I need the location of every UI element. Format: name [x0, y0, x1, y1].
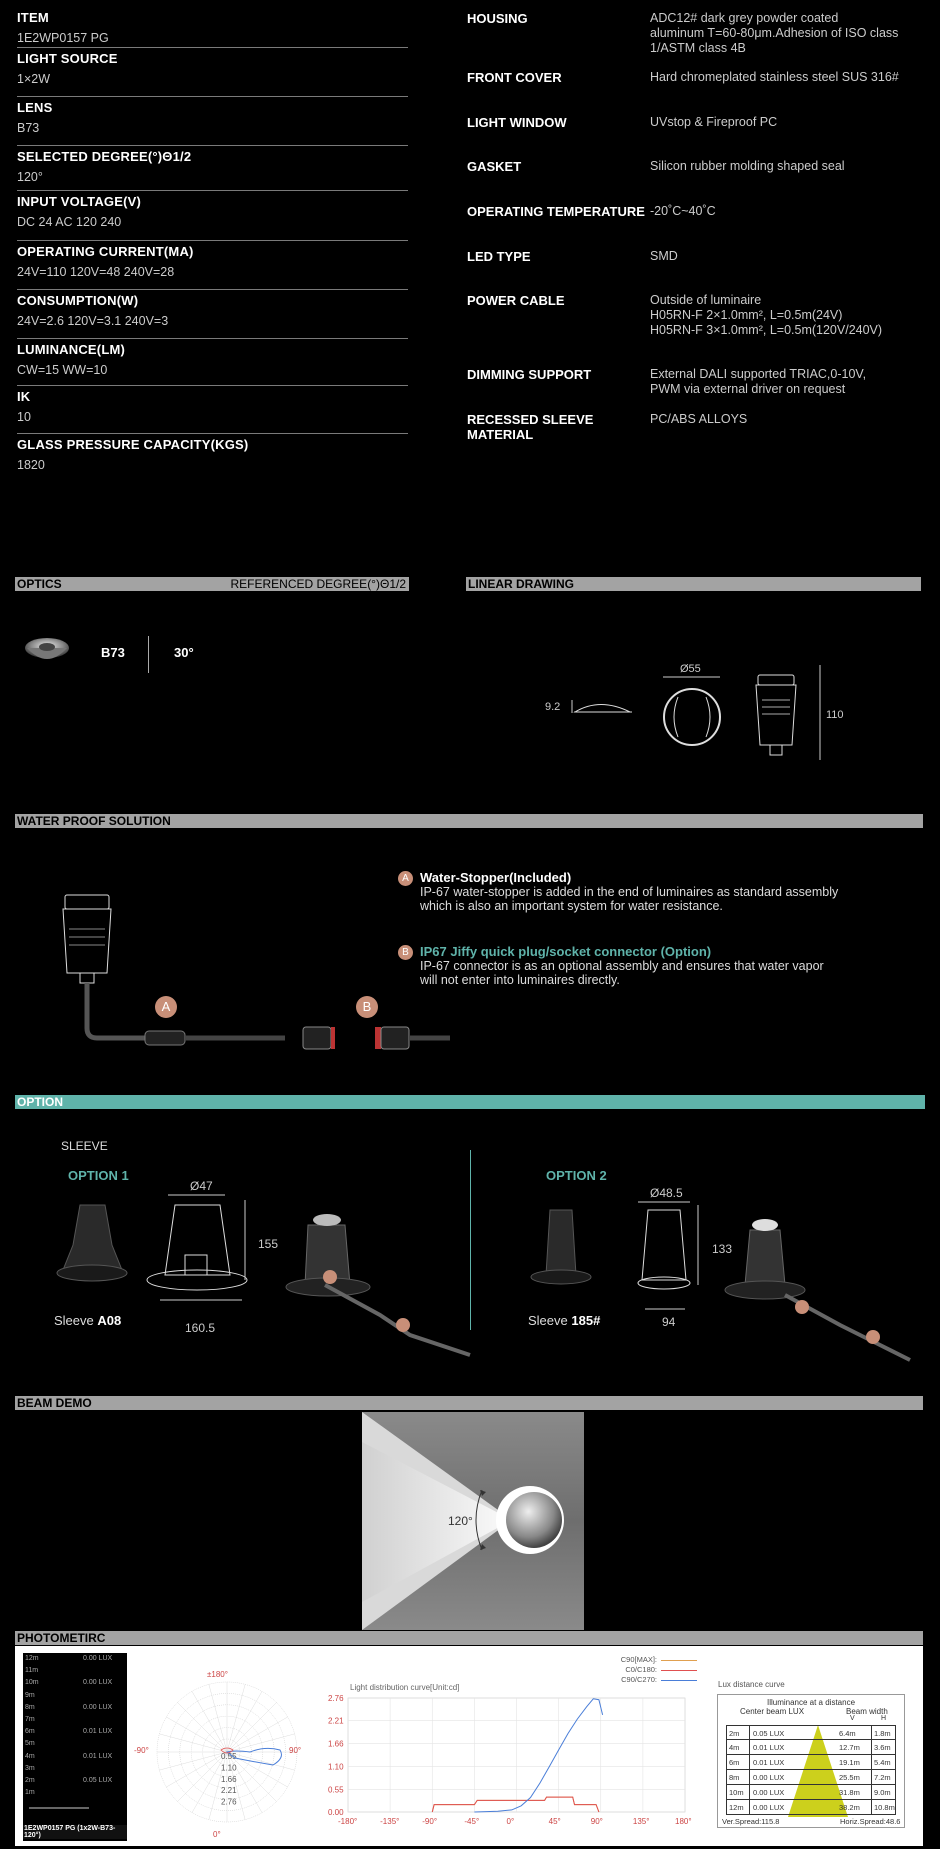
illum-v-width: 6.4m — [839, 1729, 856, 1738]
spec-label: ITEM — [17, 10, 49, 25]
spec-value: 24V=110 120V=48 240V=28 — [17, 265, 175, 279]
spec-label: SELECTED DEGREE(°)Θ1/2 — [17, 149, 192, 164]
lux-row — [23, 1765, 127, 1777]
y-tick-label: 2.76 — [328, 1694, 344, 1703]
illum-lux: 0.05 LUX — [753, 1729, 785, 1738]
spec-value: DC 24 AC 120 240 — [17, 215, 122, 229]
lux-distance: 1m — [25, 1789, 35, 1797]
illum-v-width: 38.2m — [839, 1803, 860, 1812]
waterproof-header: WATER PROOF SOLUTION — [15, 814, 923, 828]
spec-label: DIMMING SUPPORT — [467, 367, 592, 382]
spec-item — [17, 51, 408, 97]
spec-label: LIGHT WINDOW — [467, 115, 567, 130]
spec-line: Hard chromeplated stainless steel SUS 316# — [650, 70, 899, 84]
spec-line: UVstop & Fireproof PC — [650, 115, 778, 129]
illum-v: V — [850, 1715, 855, 1722]
legend-item — [597, 1655, 697, 1665]
svg-text:160.5: 160.5 — [185, 1321, 216, 1335]
ver-spread: Ver.Spread:115.8 — [722, 1817, 780, 1826]
lux-caption: 1E2WP0157 PG (1x2W-B73-120°) — [23, 1825, 127, 1839]
lux-row — [23, 1704, 127, 1716]
illum-h-width: 1.8m — [874, 1729, 891, 1738]
svg-text:90°: 90° — [289, 1746, 302, 1755]
lux-row — [23, 1716, 127, 1728]
lux-distance: 3m — [25, 1764, 35, 1772]
spec-line: H05RN-F 2×1.0mm², L=0.5m(24V) — [650, 308, 843, 322]
legend-swatch — [661, 1670, 697, 1671]
lux-distance: 4m — [25, 1752, 35, 1760]
illuminance-row — [726, 1755, 896, 1770]
lux-distance: 2m — [25, 1777, 35, 1784]
svg-text:-90°: -90° — [134, 1746, 149, 1755]
polar-ring-label: 1.66 — [221, 1774, 237, 1784]
spec-value: CW=15 WW=10 — [17, 363, 108, 377]
illum-h-width: 7.2m — [874, 1773, 891, 1782]
water-stopper-text-1: IP-67 water-stopper is added in the end of luminaires as standard assembly — [420, 885, 839, 899]
illum-distance: 2m — [729, 1729, 740, 1738]
lux-value: 0.00 LUX — [83, 1703, 113, 1711]
marker-a: A — [155, 996, 177, 1018]
spec-line: External DALI supported TRIAC,0-10V, — [650, 367, 867, 381]
lux-value: 0.01 LUX — [83, 1752, 113, 1760]
waterproof-illustration — [55, 893, 465, 1058]
illum-v-width: 31.8m — [839, 1788, 860, 1797]
svg-text:120°: 120° — [448, 1514, 473, 1528]
x-tick-label: 0° — [506, 1817, 515, 1826]
spec-item — [17, 100, 408, 146]
option-2-title: OPTION 2 — [546, 1168, 607, 1183]
spec-item — [17, 389, 408, 434]
series-line-2 — [474, 1699, 602, 1812]
lux-distance: 12m — [25, 1655, 39, 1662]
y-tick-label: 0.55 — [328, 1785, 344, 1795]
linear-drawing — [530, 655, 860, 775]
legend-swatch — [661, 1680, 697, 1681]
polar-spoke — [227, 1691, 262, 1752]
illuminance-row — [726, 1725, 896, 1740]
spec-label: LENS — [17, 100, 53, 115]
option-header: OPTION — [15, 1095, 925, 1109]
polar-ring-label: 2.76 — [221, 1797, 237, 1807]
spec-line: SMD — [650, 249, 678, 263]
lux-distance: 8m — [25, 1703, 35, 1711]
spec-row — [467, 204, 927, 219]
spec-line: PWM via external driver on request — [650, 382, 846, 396]
illuminance-table — [717, 1694, 905, 1828]
connector-title: IP67 Jiffy quick plug/socket connector (Option) — [420, 944, 712, 959]
spec-line: Outside of luminaire — [650, 293, 762, 307]
spec-label: LED TYPE — [467, 249, 531, 264]
illum-h-width: 3.6m — [874, 1743, 891, 1752]
illum-distance: 8m — [729, 1773, 740, 1782]
lux-distance-diagram — [23, 1653, 127, 1841]
spec-row — [467, 11, 927, 56]
illuminance-row — [726, 1800, 896, 1815]
connector-text-1: IP-67 connector is as an optional assembly and ensures that water vapor — [420, 959, 824, 973]
svg-text:110: 110 — [826, 709, 844, 721]
illum-v-width: 12.7m — [839, 1743, 860, 1752]
lens-name: B73 — [101, 645, 125, 660]
spec-row — [467, 412, 927, 442]
photometric-header: PHOTOMETIRC — [15, 1631, 923, 1645]
spec-item — [17, 244, 408, 290]
svg-text:155: 155 — [258, 1237, 279, 1251]
option-2-illustration — [520, 1175, 920, 1375]
lux-value: 0.00 LUX — [83, 1679, 113, 1687]
illum-distance: 10m — [729, 1788, 744, 1797]
legend-label: C0/C180: — [625, 1665, 657, 1674]
spec-row — [467, 249, 927, 264]
spec-line: H05RN-F 3×1.0mm², L=0.5m(120V/240V) — [650, 323, 883, 337]
x-tick-label: -45° — [464, 1817, 480, 1826]
legend-label: C90[MAX]: — [620, 1655, 657, 1664]
light-distribution-chart — [328, 1690, 710, 1840]
spec-row — [467, 367, 927, 397]
polar-spoke — [166, 1752, 227, 1787]
lux-row — [23, 1740, 127, 1752]
x-tick-label: 90° — [590, 1817, 603, 1826]
water-stopper-title: Water-Stopper(Included) — [420, 870, 572, 885]
sleeve-label: SLEEVE — [61, 1139, 108, 1153]
spec-row — [467, 159, 927, 174]
spec-value: B73 — [17, 121, 40, 135]
polar-spoke — [227, 1752, 295, 1770]
illuminance-row — [726, 1785, 896, 1800]
legend-item — [597, 1675, 697, 1685]
lux-distance-title: Lux distance curve — [718, 1680, 785, 1689]
svg-text:Ø48.5: Ø48.5 — [650, 1186, 683, 1200]
linear-drawing-header: LINEAR DRAWING — [466, 577, 921, 591]
spec-item — [17, 10, 408, 48]
illuminance-row — [726, 1740, 896, 1755]
lux-value: 0.05 LUX — [83, 1777, 113, 1784]
spec-row — [467, 293, 927, 338]
x-tick-label: 180° — [675, 1817, 692, 1826]
svg-text:Ø47: Ø47 — [190, 1179, 213, 1193]
spec-value: 120° — [17, 170, 43, 184]
spec-label: OPERATING CURRENT(MA) — [17, 244, 194, 259]
lux-row — [23, 1679, 127, 1691]
legend-item — [597, 1665, 697, 1675]
polar-spoke — [159, 1734, 227, 1752]
marker-b-small: B — [398, 945, 413, 960]
spec-label: CONSUMPTION(W) — [17, 293, 139, 308]
spec-label: RECESSED SLEEVE MATERIAL — [467, 412, 594, 442]
polar-spoke — [227, 1717, 288, 1752]
illum-v-width: 19.1m — [839, 1758, 860, 1767]
spec-line: -20˚C~40˚C — [650, 204, 716, 218]
spec-line: 1/ASTM class 4B — [650, 41, 746, 55]
x-tick-label: 45° — [548, 1817, 561, 1826]
lux-distance: 7m — [25, 1716, 35, 1723]
spec-label: GLASS PRESSURE CAPACITY(KGS) — [17, 437, 249, 452]
x-tick-label: -180° — [338, 1817, 358, 1826]
lux-row — [23, 1728, 127, 1740]
spec-line: aluminum T=60-80μm.Adhesion of ISO class — [650, 26, 899, 40]
spec-item — [17, 194, 408, 241]
lux-distance: 5m — [25, 1740, 35, 1748]
illum-distance: 12m — [729, 1803, 744, 1812]
lux-row — [23, 1667, 127, 1679]
legend-swatch — [661, 1660, 697, 1661]
illum-distance: 6m — [729, 1758, 740, 1767]
polar-spoke — [159, 1752, 227, 1770]
illum-title: Illuminance at a distance — [766, 1698, 856, 1707]
spec-label: FRONT COVER — [467, 70, 562, 85]
illum-lux: 0.01 LUX — [753, 1758, 785, 1767]
spec-label: GASKET — [467, 159, 522, 174]
spec-row — [467, 115, 927, 130]
spec-label: POWER CABLE — [467, 293, 565, 308]
option-divider — [470, 1150, 471, 1330]
lux-row — [23, 1655, 127, 1667]
illuminance-row — [726, 1770, 896, 1785]
spec-item — [17, 437, 408, 473]
optic-degree: 30° — [174, 645, 194, 660]
svg-text:±180°: ±180° — [207, 1670, 228, 1679]
spec-label: INPUT VOLTAGE(V) — [17, 194, 142, 209]
x-tick-label: -135° — [380, 1817, 400, 1826]
optics-header: OPTICS REFERENCED DEGREE(°)Θ1/2 — [15, 577, 409, 591]
polar-spoke — [192, 1691, 227, 1752]
y-tick-label: 0.00 — [328, 1808, 344, 1817]
connector-text-2: will not enter into luminaires directly. — [420, 973, 620, 987]
spec-label: HOUSING — [467, 11, 528, 26]
beam-demo-header: BEAM DEMO — [15, 1396, 923, 1410]
illum-lux: 0.00 LUX — [753, 1803, 785, 1812]
svg-text:Ø55: Ø55 — [680, 663, 701, 675]
spec-line: ADC12# dark grey powder coated — [650, 11, 839, 25]
lux-value: 0.00 LUX — [83, 1655, 113, 1662]
polar-ring-label: 2.21 — [221, 1786, 237, 1796]
illum-lux: 0.01 LUX — [753, 1743, 785, 1752]
lux-distance: 11m — [25, 1667, 39, 1675]
lux-row — [23, 1789, 127, 1801]
polar-spoke — [178, 1703, 227, 1752]
illum-h-width: 5.4m — [874, 1758, 891, 1767]
y-tick-label: 2.21 — [328, 1716, 344, 1726]
illum-v-width: 25.5m — [839, 1773, 860, 1782]
illum-col2: Beam width — [846, 1707, 888, 1716]
lux-row — [23, 1692, 127, 1704]
polar-ring-label: 1.10 — [221, 1763, 237, 1773]
illum-h-width: 10.8m — [874, 1803, 895, 1812]
series-line-1 — [432, 1797, 599, 1812]
spec-value: 1E2WP0157 PG — [17, 31, 109, 45]
water-stopper-text-2: which is also an important system for water resistance. — [420, 899, 723, 913]
illum-lux: 0.00 LUX — [753, 1773, 785, 1782]
y-tick-label: 1.10 — [328, 1762, 344, 1772]
polar-spoke — [178, 1752, 227, 1801]
marker-b: B — [356, 996, 378, 1018]
spec-row — [467, 70, 927, 85]
illum-h: H — [881, 1715, 887, 1722]
lux-row — [23, 1753, 127, 1765]
spec-value: 10 — [17, 410, 31, 424]
polar-spoke — [166, 1717, 227, 1752]
lux-distance: 6m — [25, 1728, 35, 1736]
light-curve-title: Light distribution curve[Unit:cd] — [350, 1683, 460, 1692]
option-1-illustration — [50, 1175, 470, 1375]
polar-spoke — [227, 1703, 276, 1752]
spec-label: IK — [17, 389, 31, 404]
polar-ring-label: 0.55 — [221, 1752, 237, 1761]
illum-lux: 0.00 LUX — [753, 1788, 785, 1797]
lens-image — [22, 632, 72, 672]
lux-distance: 9m — [25, 1691, 35, 1699]
polar-diagram — [135, 1670, 320, 1838]
option-2-name: Sleeve 185# — [528, 1313, 601, 1328]
y-tick-label: 1.66 — [328, 1739, 344, 1749]
divider — [148, 636, 149, 673]
illum-col1: Center beam LUX — [740, 1707, 805, 1716]
spec-label: LUMINANCE(LM) — [17, 342, 126, 357]
svg-text:133: 133 — [712, 1242, 733, 1256]
illum-distance: 4m — [729, 1743, 740, 1752]
x-tick-label: -90° — [422, 1817, 438, 1826]
spec-value: 24V=2.6 120V=3.1 240V=3 — [17, 314, 169, 328]
svg-text:94: 94 — [662, 1315, 676, 1329]
spec-value: 1×2W — [17, 72, 51, 86]
lux-value: 0.01 LUX — [83, 1728, 113, 1736]
spec-label: OPERATING TEMPERATURE — [467, 204, 645, 219]
lux-distance: 10m — [25, 1679, 39, 1687]
dim-side-height: 9.2 — [545, 701, 561, 713]
lux-row — [23, 1777, 127, 1789]
spec-item — [17, 149, 408, 191]
spec-line: PC/ABS ALLOYS — [650, 412, 748, 426]
legend-label: C90/C270: — [621, 1675, 657, 1684]
spec-line: Silicon rubber molding shaped seal — [650, 159, 845, 173]
x-tick-label: 135° — [632, 1817, 650, 1826]
illum-h-width: 9.0m — [874, 1788, 891, 1797]
polar-spoke — [209, 1684, 227, 1752]
option-1-name: Sleeve A08 — [54, 1313, 122, 1328]
marker-a-small: A — [398, 871, 413, 886]
spec-item — [17, 342, 408, 386]
option-1-title: OPTION 1 — [68, 1168, 129, 1183]
svg-text:0°: 0° — [213, 1830, 221, 1839]
beam-demo-image — [362, 1412, 584, 1630]
hor-spread: Horiz.Spread:48.6 — [840, 1817, 901, 1826]
spec-label: LIGHT SOURCE — [17, 51, 118, 66]
spec-value: 1820 — [17, 458, 45, 472]
spec-item — [17, 293, 408, 339]
polar-spoke — [227, 1684, 245, 1752]
